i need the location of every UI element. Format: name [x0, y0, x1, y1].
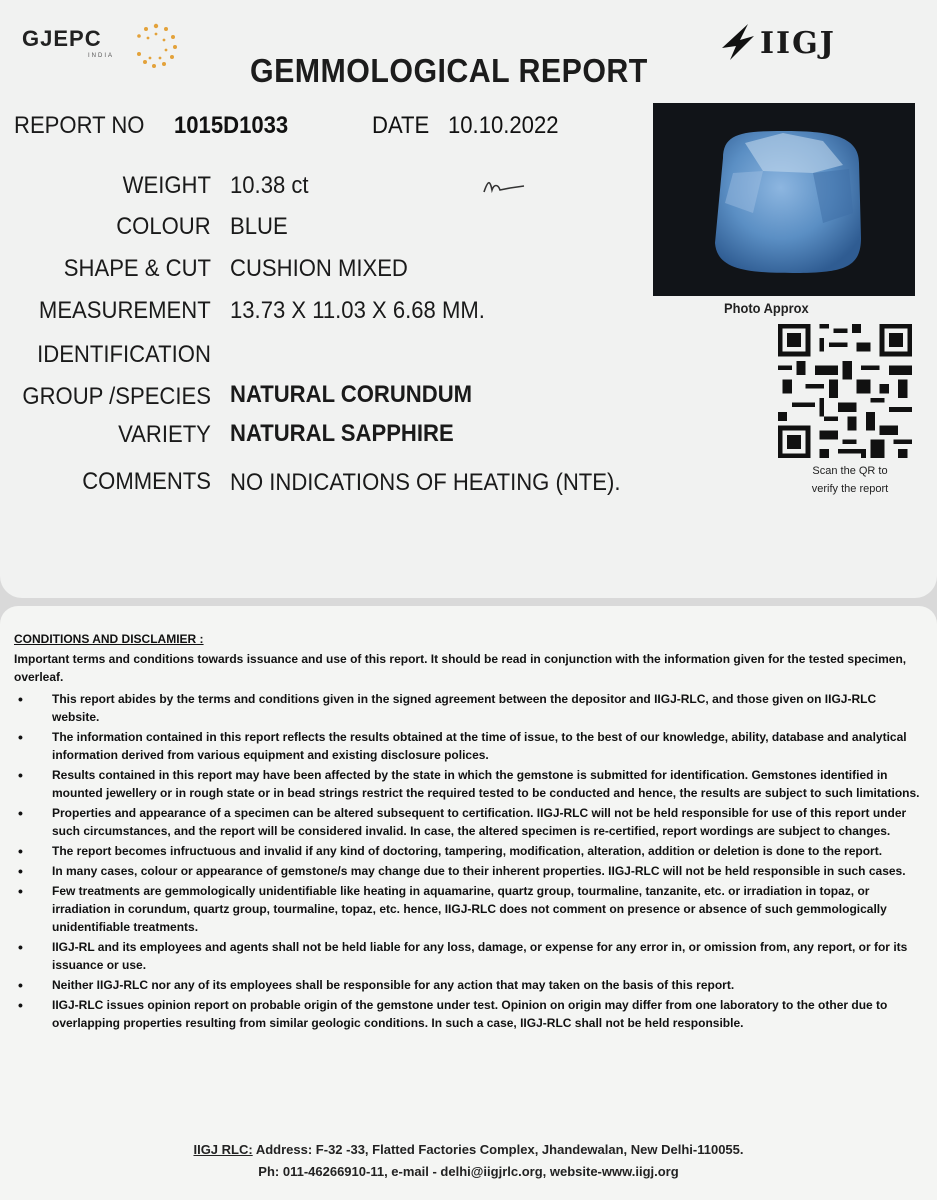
- list-item: • IIGJ-RLC issues opinion report on probable origin of the gemstone under test. Opinion on origin may differ from one laboratory to the other due to overlapping properties resulting from similar geologic conditions. In such a case, IIGJ-RLC shall not be held responsible.: [18, 997, 888, 1030]
- bullet-icon: •: [18, 691, 23, 707]
- bullet-icon: •: [18, 805, 23, 821]
- photo-caption: Photo Approx: [724, 300, 809, 316]
- report-no-label: REPORT NO: [14, 112, 145, 139]
- date-label: DATE: [372, 112, 430, 139]
- bullet-icon: •: [18, 729, 23, 745]
- list-item: • In many cases, colour or appearance of gemstone/s may change due to their inherent properties. IIGJ-RLC will not be held responsible in such cases.: [18, 863, 906, 879]
- gjepc-logo-sub: INDIA: [88, 53, 115, 59]
- qr-code-icon[interactable]: [778, 324, 912, 458]
- report-no-value: 1015D1033: [174, 112, 289, 139]
- colour-label: COLOUR: [116, 213, 211, 240]
- shape-cut-label: SHAPE & CUT: [63, 255, 211, 282]
- list-item: • The information contained in this report reflects the results obtained at the time of issue, to the best of our knowledge, ability, database and analytical information derived from various equipment and existing disclosure polices.: [18, 729, 907, 762]
- bullet-icon: •: [18, 843, 23, 859]
- address-text: Address: F-32 -33, Flatted Factories Complex, Jhandewalan, New Delhi-110055.: [255, 1142, 744, 1157]
- bullet-icon: •: [18, 939, 23, 955]
- bullet-icon: •: [18, 863, 23, 879]
- signature-icon: [480, 176, 540, 198]
- page-title: GEMMOLOGICAL REPORT: [250, 52, 648, 89]
- address-label: IIGJ RLC:: [193, 1142, 253, 1157]
- weight-value: 10.38 ct: [230, 172, 309, 199]
- footer-address: [0, 1142, 937, 1157]
- variety-label: VARIETY: [118, 421, 211, 448]
- weight-label: WEIGHT: [122, 172, 211, 199]
- footer-contact: Ph: 011-46266910-11, e-mail - delhi@iigjrlc.org, website-www.iigj.org: [258, 1164, 679, 1179]
- colour-value: BLUE: [230, 213, 288, 240]
- measurement-label: MEASUREMENT: [39, 297, 211, 324]
- measurement-value: 13.73 X 11.03 X 6.68 MM.: [230, 297, 485, 324]
- identification-label: IDENTIFICATION: [37, 341, 211, 368]
- qr-caption-line-1: Scan the QR to: [812, 465, 888, 477]
- iigj-logo: IIGJ: [760, 26, 836, 61]
- bullet-icon: •: [18, 883, 23, 899]
- gemstone-photo: [653, 103, 915, 296]
- group-species-label: GROUP /SPECIES: [22, 383, 211, 410]
- gjepc-sun-icon: [128, 20, 184, 70]
- list-item: • Properties and appearance of a specimen can be altered subsequent to certification. IIGJ-RLC will not be held responsible for use of this report under such circumstances, and the report will be considered invalid. In case, the altered specimen is re-certified, report wordings are subject to changes.: [18, 805, 907, 838]
- conditions-list: [14, 690, 922, 1034]
- bullet-icon: •: [18, 997, 23, 1013]
- gjepc-logo: GJEPC: [22, 26, 102, 51]
- group-species-value: NATURAL CORUNDUM: [230, 381, 473, 408]
- conditions-heading: CONDITIONS AND DISCLAMIER :: [14, 632, 204, 646]
- list-item: • Neither IIGJ-RLC nor any of its employees shall be responsible for any action that may taken on the basis of this report.: [18, 977, 735, 993]
- qr-caption-line-2: verify the report: [811, 483, 889, 495]
- variety-value: NATURAL SAPPHIRE: [230, 420, 454, 447]
- shape-cut-value: CUSHION MIXED: [230, 255, 408, 282]
- list-item: • Few treatments are gemmologically unidentifiable like heating in aquamarine, quartz group, tourmaline, tanzanite, etc. or irradiation in topaz, or irradiation in corundum, quartz group, tourmaline, topaz, etc. hence, IIGJ-RLC does not comment on presence or absence of such gemmologically unidentifiable treatments.: [18, 883, 887, 934]
- list-item: • IIGJ-RL and its employees and agents shall not be held liable for any loss, damage, or expense for any error in, or omission from, any report, or for its issuance or use.: [18, 939, 908, 972]
- conditions-intro: Important terms and conditions towards issuance and use of this report. It should be read in conjunction with the information given for the tested specimen, overleaf.: [14, 652, 907, 684]
- bullet-icon: •: [18, 977, 23, 993]
- qr-caption: [795, 462, 905, 498]
- bullet-icon: •: [18, 767, 23, 783]
- comments-value: NO INDICATIONS OF HEATING (NTE).: [230, 469, 621, 496]
- report-card-front: [0, 0, 937, 598]
- list-item: • Results contained in this report may have been affected by the state in which the gemstone is submitted for identification. Gemstones identified in mounted jewellery or in rough state or in bead strings restrict the required tested to be conducted and hence, the results are subject to such limitations.: [18, 767, 920, 800]
- gemstone-icon: [653, 103, 915, 296]
- list-item: • The report becomes infructuous and invalid if any kind of doctoring, tampering, modification, alteration, addition or deletion is done to the report.: [18, 843, 883, 859]
- date-value: 10.10.2022: [448, 112, 559, 139]
- list-item: • This report abides by the terms and conditions given in the signed agreement between the depositor and IIGJ-RLC, and those given on IIGJ-RLC website.: [18, 691, 877, 724]
- comments-label: COMMENTS: [82, 468, 211, 495]
